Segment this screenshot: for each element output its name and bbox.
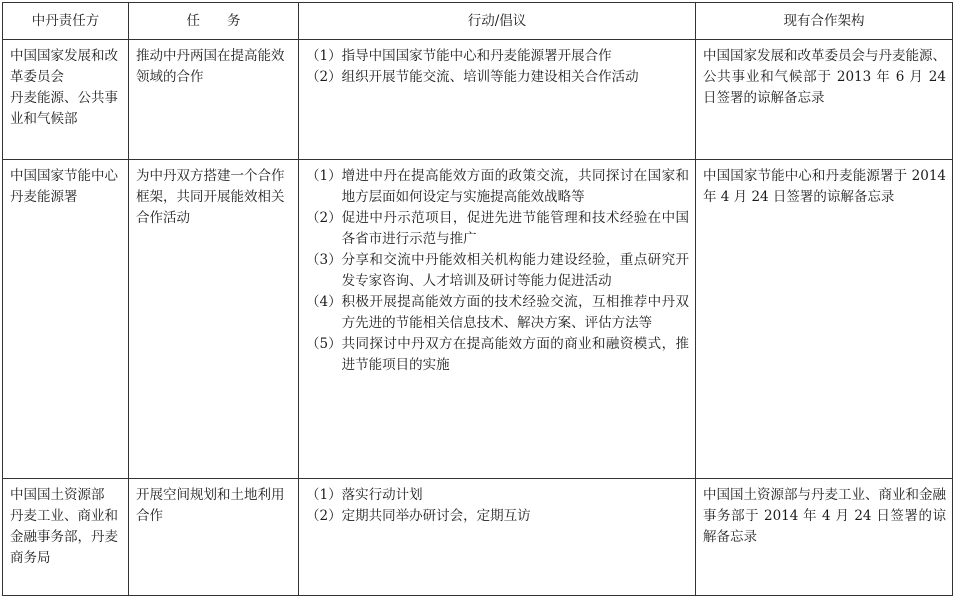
- table-row: [3, 40, 953, 160]
- party-name: 丹麦能源署: [10, 189, 78, 205]
- action-number: （4）: [306, 294, 342, 310]
- table-row: [3, 479, 953, 596]
- action-number: （3）: [306, 252, 342, 268]
- framework-cell: [696, 40, 953, 160]
- party-name: 中国国家节能中心: [10, 168, 118, 184]
- action-item: [306, 166, 689, 208]
- responsible-party-cell: [3, 479, 129, 596]
- action-text: 增进中丹在提高能效方面的政策交流，共同探讨在国家和地方层面如何设定与实施提高能效战略等: [341, 168, 689, 205]
- action-item: [306, 506, 689, 527]
- task-cell: [129, 40, 299, 160]
- task-cell: [129, 479, 299, 596]
- action-item: [306, 250, 689, 292]
- header-row: [3, 3, 953, 40]
- action-number: （2）: [306, 210, 342, 226]
- header-framework: 现有合作架构: [696, 3, 953, 40]
- framework-text: 中国国家节能中心和丹麦能源署于 2014 年 4 月 24 日签署的谅解备忘录: [703, 168, 946, 205]
- responsible-party-cell: [3, 160, 129, 479]
- task-text: 推动中丹两国在提高能效领域的合作: [136, 48, 285, 85]
- party-name: 中国国家发展和改革委员会: [10, 48, 118, 85]
- header-actions: 行动/倡议: [299, 3, 696, 40]
- header-responsible-party: 中丹责任方: [3, 3, 129, 40]
- action-text: 落实行动计划: [341, 487, 423, 503]
- action-item: [306, 292, 689, 334]
- action-text: 共同探讨中丹双方在提高能效方面的商业和融资模式，推进节能项目的实施: [341, 336, 689, 373]
- task-text: 为中丹双方搭建一个合作框架，共同开展能效相关合作活动: [136, 168, 285, 226]
- framework-text: 中国国家发展和改革委员会与丹麦能源、公共事业和气候部于 2013 年 6 月 24 日签署的谅解备忘录: [703, 48, 946, 106]
- party-name: 丹麦工业、商业和金融事务部，丹麦商务局: [10, 508, 118, 566]
- action-item: [306, 46, 689, 67]
- actions-cell: [299, 40, 696, 160]
- action-text: 分享和交流中丹能效相关机构能力建设经验，重点研究开发专家咨询、人才培训及研讨等能力促进活动: [341, 252, 689, 289]
- action-item: [306, 485, 689, 506]
- action-number: （2）: [306, 508, 342, 524]
- action-number: （1）: [306, 48, 342, 64]
- table-row: [3, 160, 953, 479]
- action-item: [306, 208, 689, 250]
- action-text: 组织开展节能交流、培训等能力建设相关合作活动: [341, 69, 639, 85]
- actions-cell: [299, 160, 696, 479]
- action-item: [306, 334, 689, 376]
- framework-cell: [696, 160, 953, 479]
- action-number: （1）: [306, 487, 342, 503]
- action-number: （2）: [306, 69, 342, 85]
- header-task: 任 务: [129, 3, 299, 40]
- action-item: [306, 67, 689, 88]
- action-text: 积极开展提高能效方面的技术经验交流，互相推荐中丹双方先进的节能相关信息技术、解决方案、评估方法等: [341, 294, 689, 331]
- action-number: （5）: [306, 336, 342, 352]
- task-cell: [129, 160, 299, 479]
- party-name: 中国国土资源部: [10, 487, 105, 503]
- framework-text: 中国国土资源部与丹麦工业、商业和金融事务部于 2014 年 4 月 24 日签署的谅解备忘录: [703, 487, 946, 545]
- framework-cell: [696, 479, 953, 596]
- action-text: 定期共同举办研讨会，定期互访: [341, 508, 531, 524]
- actions-cell: [299, 479, 696, 596]
- task-text: 开展空间规划和土地利用合作: [136, 487, 285, 524]
- action-text: 指导中国国家节能中心和丹麦能源署开展合作: [341, 48, 612, 64]
- action-text: 促进中丹示范项目，促进先进节能管理和技术经验在中国各省市进行示范与推广: [341, 210, 689, 247]
- responsible-party-cell: [3, 40, 129, 160]
- party-name: 丹麦能源、公共事业和气候部: [10, 90, 118, 127]
- action-number: （1）: [306, 168, 342, 184]
- cooperation-table: [2, 2, 953, 596]
